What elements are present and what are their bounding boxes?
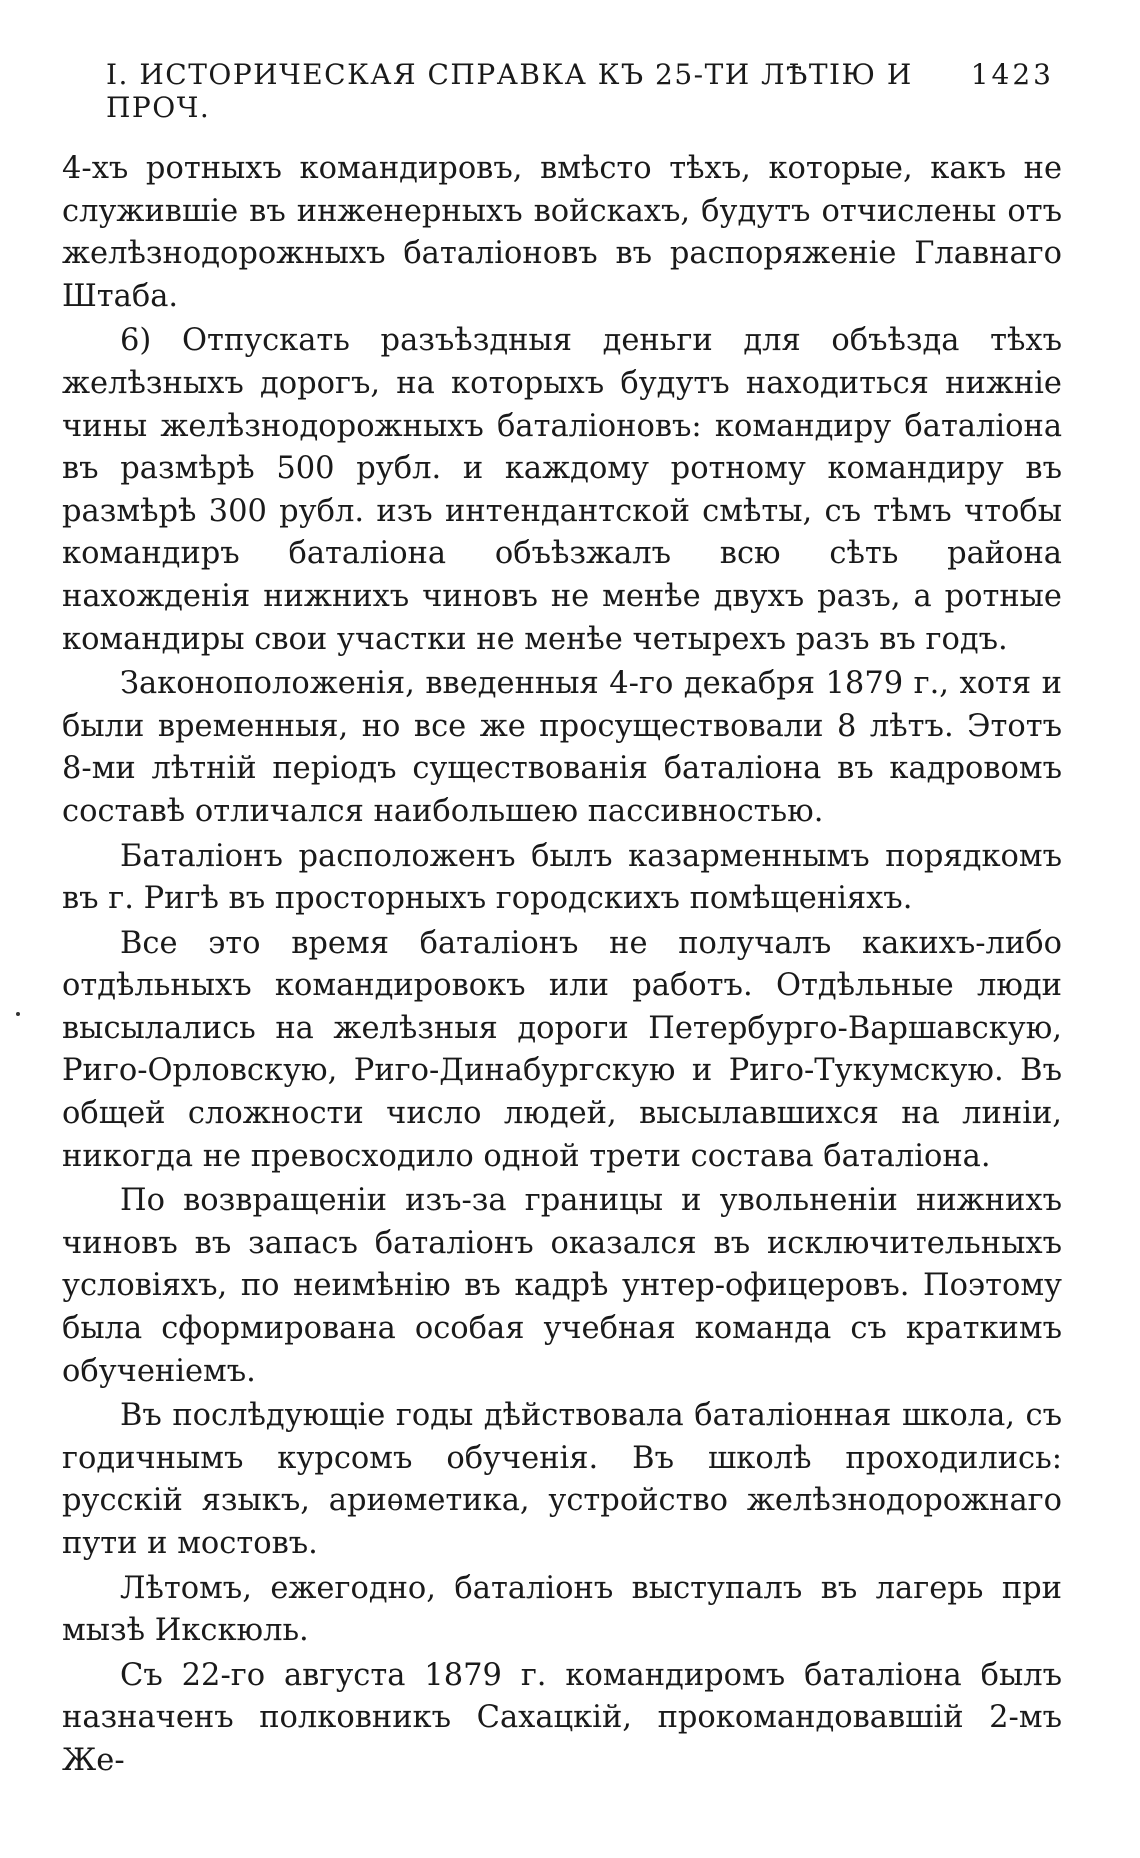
paragraph: По возвращеніи изъ-за границы и увольненіи нижнихъ чиновъ въ запасъ баталіонъ оказался въ исключительныхъ условіяхъ, по неимѣнію въ кадрѣ унтер-офицеровъ. Поэтому была сформирована особая учебная команда съ краткимъ обученіемъ. xyxy=(62,1183,1062,1389)
header-title: I. ИСТОРИЧЕСКАЯ СПРАВКА КЪ 25-ТИ ЛѢТІЮ И ПРОЧ. xyxy=(106,58,913,124)
running-header xyxy=(62,58,1062,124)
paragraph: Лѣтомъ, ежегодно, баталіонъ выступалъ въ лагерь при мызѣ Икскюль. xyxy=(62,1570,1062,1649)
paragraph: Баталіонъ расположенъ былъ казарменнымъ порядкомъ въ г. Ригѣ въ просторныхъ городскихъ помѣщеніяхъ. xyxy=(62,838,1062,917)
paragraph: Законоположенія, введенныя 4-го декабря 1879 г., хотя и были временныя, но все же просуществовали 8 лѣтъ. Этотъ 8-ми лѣтній періодъ существованія баталіона въ кадровомъ составѣ отличался наибольшею пассивностью. xyxy=(62,666,1062,829)
document-page xyxy=(62,58,1062,1785)
paragraph: 4-хъ ротныхъ командировъ, вмѣсто тѣхъ, которые, какъ не служившіе въ инженерныхъ войскахъ, будутъ отчислены отъ желѣзнодорожныхъ баталіоновъ въ распоряженіе Главнаго Штаба. xyxy=(62,151,1062,314)
paragraph: 6) Отпускать разъѣздныя деньги для объѣзда тѣхъ желѣзныхъ дорогъ, на которыхъ будутъ находиться нижніе чины желѣзнодорожныхъ баталіоновъ: командиру баталіона въ размѣрѣ 500 рубл. и каждому ротному командиру въ размѣрѣ 300 рубл. изъ интендантской смѣты, съ тѣмъ чтобы командиръ баталіона объѣзжалъ всю сѣть района нахожденія нижнихъ чиновъ не менѣе двухъ разъ, а ротные командиры свои участки не менѣе четырехъ разъ въ годъ. xyxy=(62,323,1062,657)
paragraph: Съ 22-го августа 1879 г. командиромъ баталіона былъ назначенъ полковникъ Сахацкій, прокомандовавшій 2-мъ Же- xyxy=(62,1657,1062,1778)
paragraph: Все это время баталіонъ не получалъ какихъ-либо отдѣльныхъ командировокъ или работъ. Отдѣльные люди высылались на желѣзныя дороги Петербурго-Варшавскую, Риго-Орловскую, Риго-Динабургскую и Риго-Тукумскую. Въ общей сложности число людей, высылавшихся на линіи, никогда не превосходило одной трети состава баталіона. xyxy=(62,925,1062,1174)
body-text xyxy=(62,148,1062,1783)
page-number: 1423 xyxy=(970,58,1054,91)
scan-artifact-dot xyxy=(16,1012,20,1016)
paragraph: Въ послѣдующіе годы дѣйствовала баталіонная школа, съ годичнымъ курсомъ обученія. Въ школѣ проходились: русскій языкъ, ариѳметика, устройство желѣзнодорожнаго пути и мостовъ. xyxy=(62,1398,1062,1561)
